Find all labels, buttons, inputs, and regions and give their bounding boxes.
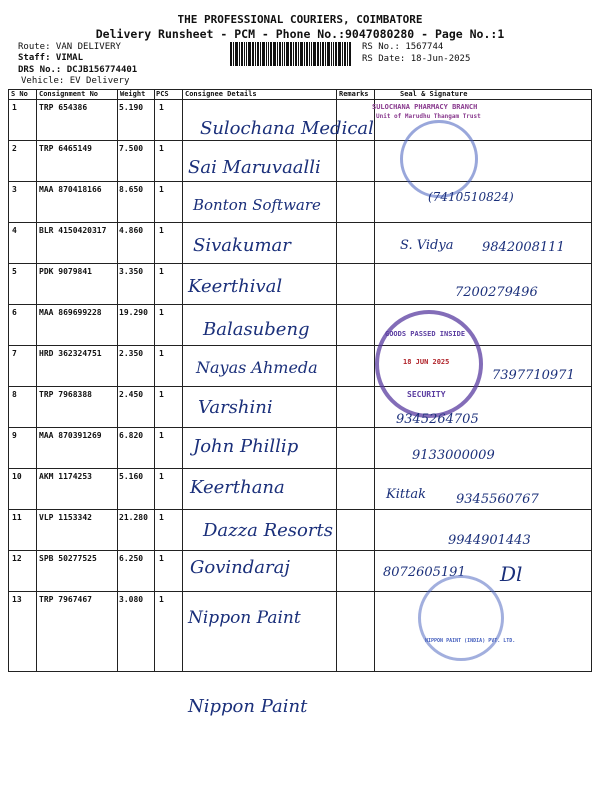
route-label: Route: VAN DELIVERY — [18, 42, 121, 52]
row-weight: 4.860 — [119, 226, 144, 235]
goods-stamp-bottom: SECURITY — [407, 390, 446, 399]
row4-name: S. Vidya — [400, 238, 454, 253]
table-row — [8, 428, 592, 468]
company-title: THE PROFESSIONAL COURIERS, COIMBATORE — [177, 13, 423, 26]
row-weight: 2.350 — [119, 349, 144, 358]
vehicle-label: Vehicle: EV Delivery — [21, 76, 130, 86]
round-stamp — [400, 120, 478, 198]
col-consignment: Consignment No — [39, 90, 99, 98]
row-weight: 6.250 — [119, 554, 144, 563]
row-consignment: MAA 870418166 — [39, 185, 102, 194]
row-pcs: 1 — [159, 513, 164, 522]
row-weight: 21.280 — [119, 513, 148, 522]
row-weight: 3.350 — [119, 267, 144, 276]
row-consignee: Dazza Resorts — [203, 520, 333, 541]
row-consignment: VLP 1153342 — [39, 513, 92, 522]
goods-passed-stamp — [375, 310, 483, 418]
row-weight: 7.500 — [119, 144, 144, 153]
runsheet-subtitle: Delivery Runsheet - PCM - Phone No.:9047080280 - Page No.:1 — [95, 27, 505, 41]
row-consignment: PDK 9079841 — [39, 267, 92, 276]
row-sno: 2 — [12, 144, 17, 153]
row10-phone: 9345560767 — [456, 492, 539, 507]
row-sno: 10 — [12, 472, 22, 481]
row-sno: 4 — [12, 226, 17, 235]
row-consignee: Balasubeng — [203, 319, 310, 340]
staff-label: Staff: VIMAL — [18, 53, 84, 63]
row-pcs: 1 — [159, 185, 164, 194]
row-consignment: TRP 7967467 — [39, 595, 92, 604]
row-pcs: 1 — [159, 349, 164, 358]
row-sno: 6 — [12, 308, 17, 317]
row-consignment: BLR 4150420317 — [39, 226, 107, 235]
row-consignment: SPB 50277525 — [39, 554, 97, 563]
row-weight: 6.820 — [119, 431, 144, 440]
row-consignee: Nayas Ahmeda — [196, 358, 318, 377]
row-sno: 11 — [12, 513, 22, 522]
row-consignee: Keerthana — [190, 477, 285, 498]
row-pcs: 1 — [159, 472, 164, 481]
row-sno: 12 — [12, 554, 22, 563]
row7-phone: 7397710971 — [492, 368, 575, 383]
row-weight: 19.290 — [119, 308, 148, 317]
col-remarks: Remarks — [339, 90, 369, 98]
row-consignee: John Phillip — [193, 436, 299, 457]
row-pcs: 1 — [159, 144, 164, 153]
goods-stamp-date: 18 JUN 2025 — [403, 358, 450, 366]
row4-phone: 9842008111 — [482, 240, 565, 255]
table-row — [8, 305, 592, 345]
row-consignee: Sai Maruvaalli — [188, 157, 321, 178]
row-consignment: TRP 7968388 — [39, 390, 92, 399]
drs-label: DRS No.: DCJB156774401 — [18, 65, 138, 75]
row-sno: 3 — [12, 185, 17, 194]
rs-date: RS Date: 18-Jun-2025 — [362, 54, 471, 64]
row-sno: 9 — [12, 431, 17, 440]
row-consignment: HRD 362324751 — [39, 349, 102, 358]
row-pcs: 1 — [159, 431, 164, 440]
col-sno: S No — [11, 90, 28, 98]
row-weight: 3.080 — [119, 595, 144, 604]
nippon-stamp-text: NIPPON PAINT (INDIA) PVT. LTD. — [425, 638, 516, 644]
col-weight: Weight — [120, 90, 146, 98]
row8-phone: 9345264705 — [396, 412, 479, 427]
row5-phone: 7200279496 — [455, 285, 538, 300]
row12-signature: Dl — [500, 562, 523, 586]
row-sno: 7 — [12, 349, 17, 358]
row-pcs: 1 — [159, 390, 164, 399]
row-sno: 5 — [12, 267, 17, 276]
row-weight: 2.450 — [119, 390, 144, 399]
row10-name: Kittak — [386, 487, 426, 502]
rs-number: RS No.: 1567744 — [362, 42, 444, 52]
nippon-paint-handwriting: Nippon Paint — [188, 608, 301, 628]
row-consignee: Sivakumar — [193, 235, 291, 256]
pharmacy-stamp-line1: SULOCHANA PHARMACY BRANCH — [372, 103, 478, 111]
row-consignment: MAA 870391269 — [39, 431, 102, 440]
row-pcs: 1 — [159, 308, 164, 317]
row-sno: 13 — [12, 595, 22, 604]
row-consignment: AKM 1174253 — [39, 472, 92, 481]
row9-phone: 9133000009 — [412, 448, 495, 463]
row11-phone: 9944901443 — [448, 533, 531, 548]
row-sno: 1 — [12, 103, 17, 112]
row-consignment: TRP 654386 — [39, 103, 88, 112]
barcode — [230, 42, 355, 66]
row-pcs: 1 — [159, 554, 164, 563]
row-consignee: Keerthival — [188, 276, 283, 297]
col-pcs: PCS — [156, 90, 169, 98]
table-row — [8, 592, 592, 717]
row-consignee: Sulochana Medical — [200, 118, 374, 139]
row3-phone: (7410510824) — [428, 190, 514, 204]
row-consignment: TRP 6465149 — [39, 144, 92, 153]
row-weight: 5.160 — [119, 472, 144, 481]
row-pcs: 1 — [159, 103, 164, 112]
row-sno: 8 — [12, 390, 17, 399]
row-consignee: Nippon Paint — [188, 696, 308, 717]
pharmacy-stamp-line2: Unit of Marudhu Thangam Trust — [376, 113, 481, 120]
row-consignee: Govindaraj — [190, 557, 290, 578]
row-pcs: 1 — [159, 595, 164, 604]
row12-phone: 8072605191 — [383, 565, 466, 580]
table-row — [8, 387, 592, 427]
row-pcs: 1 — [159, 267, 164, 276]
row-consignee: Bonton Software — [193, 196, 321, 214]
row-consignment: MAA 869699228 — [39, 308, 102, 317]
col-seal: Seal & Signature — [400, 90, 468, 98]
col-consignee: Consignee Details — [185, 90, 257, 98]
goods-stamp-top: GOODS PASSED INSIDE — [385, 330, 466, 338]
row-weight: 5.190 — [119, 103, 144, 112]
row-pcs: 1 — [159, 226, 164, 235]
row-weight: 8.650 — [119, 185, 144, 194]
nippon-stamp — [418, 575, 516, 661]
row-consignee: Varshini — [198, 397, 273, 418]
